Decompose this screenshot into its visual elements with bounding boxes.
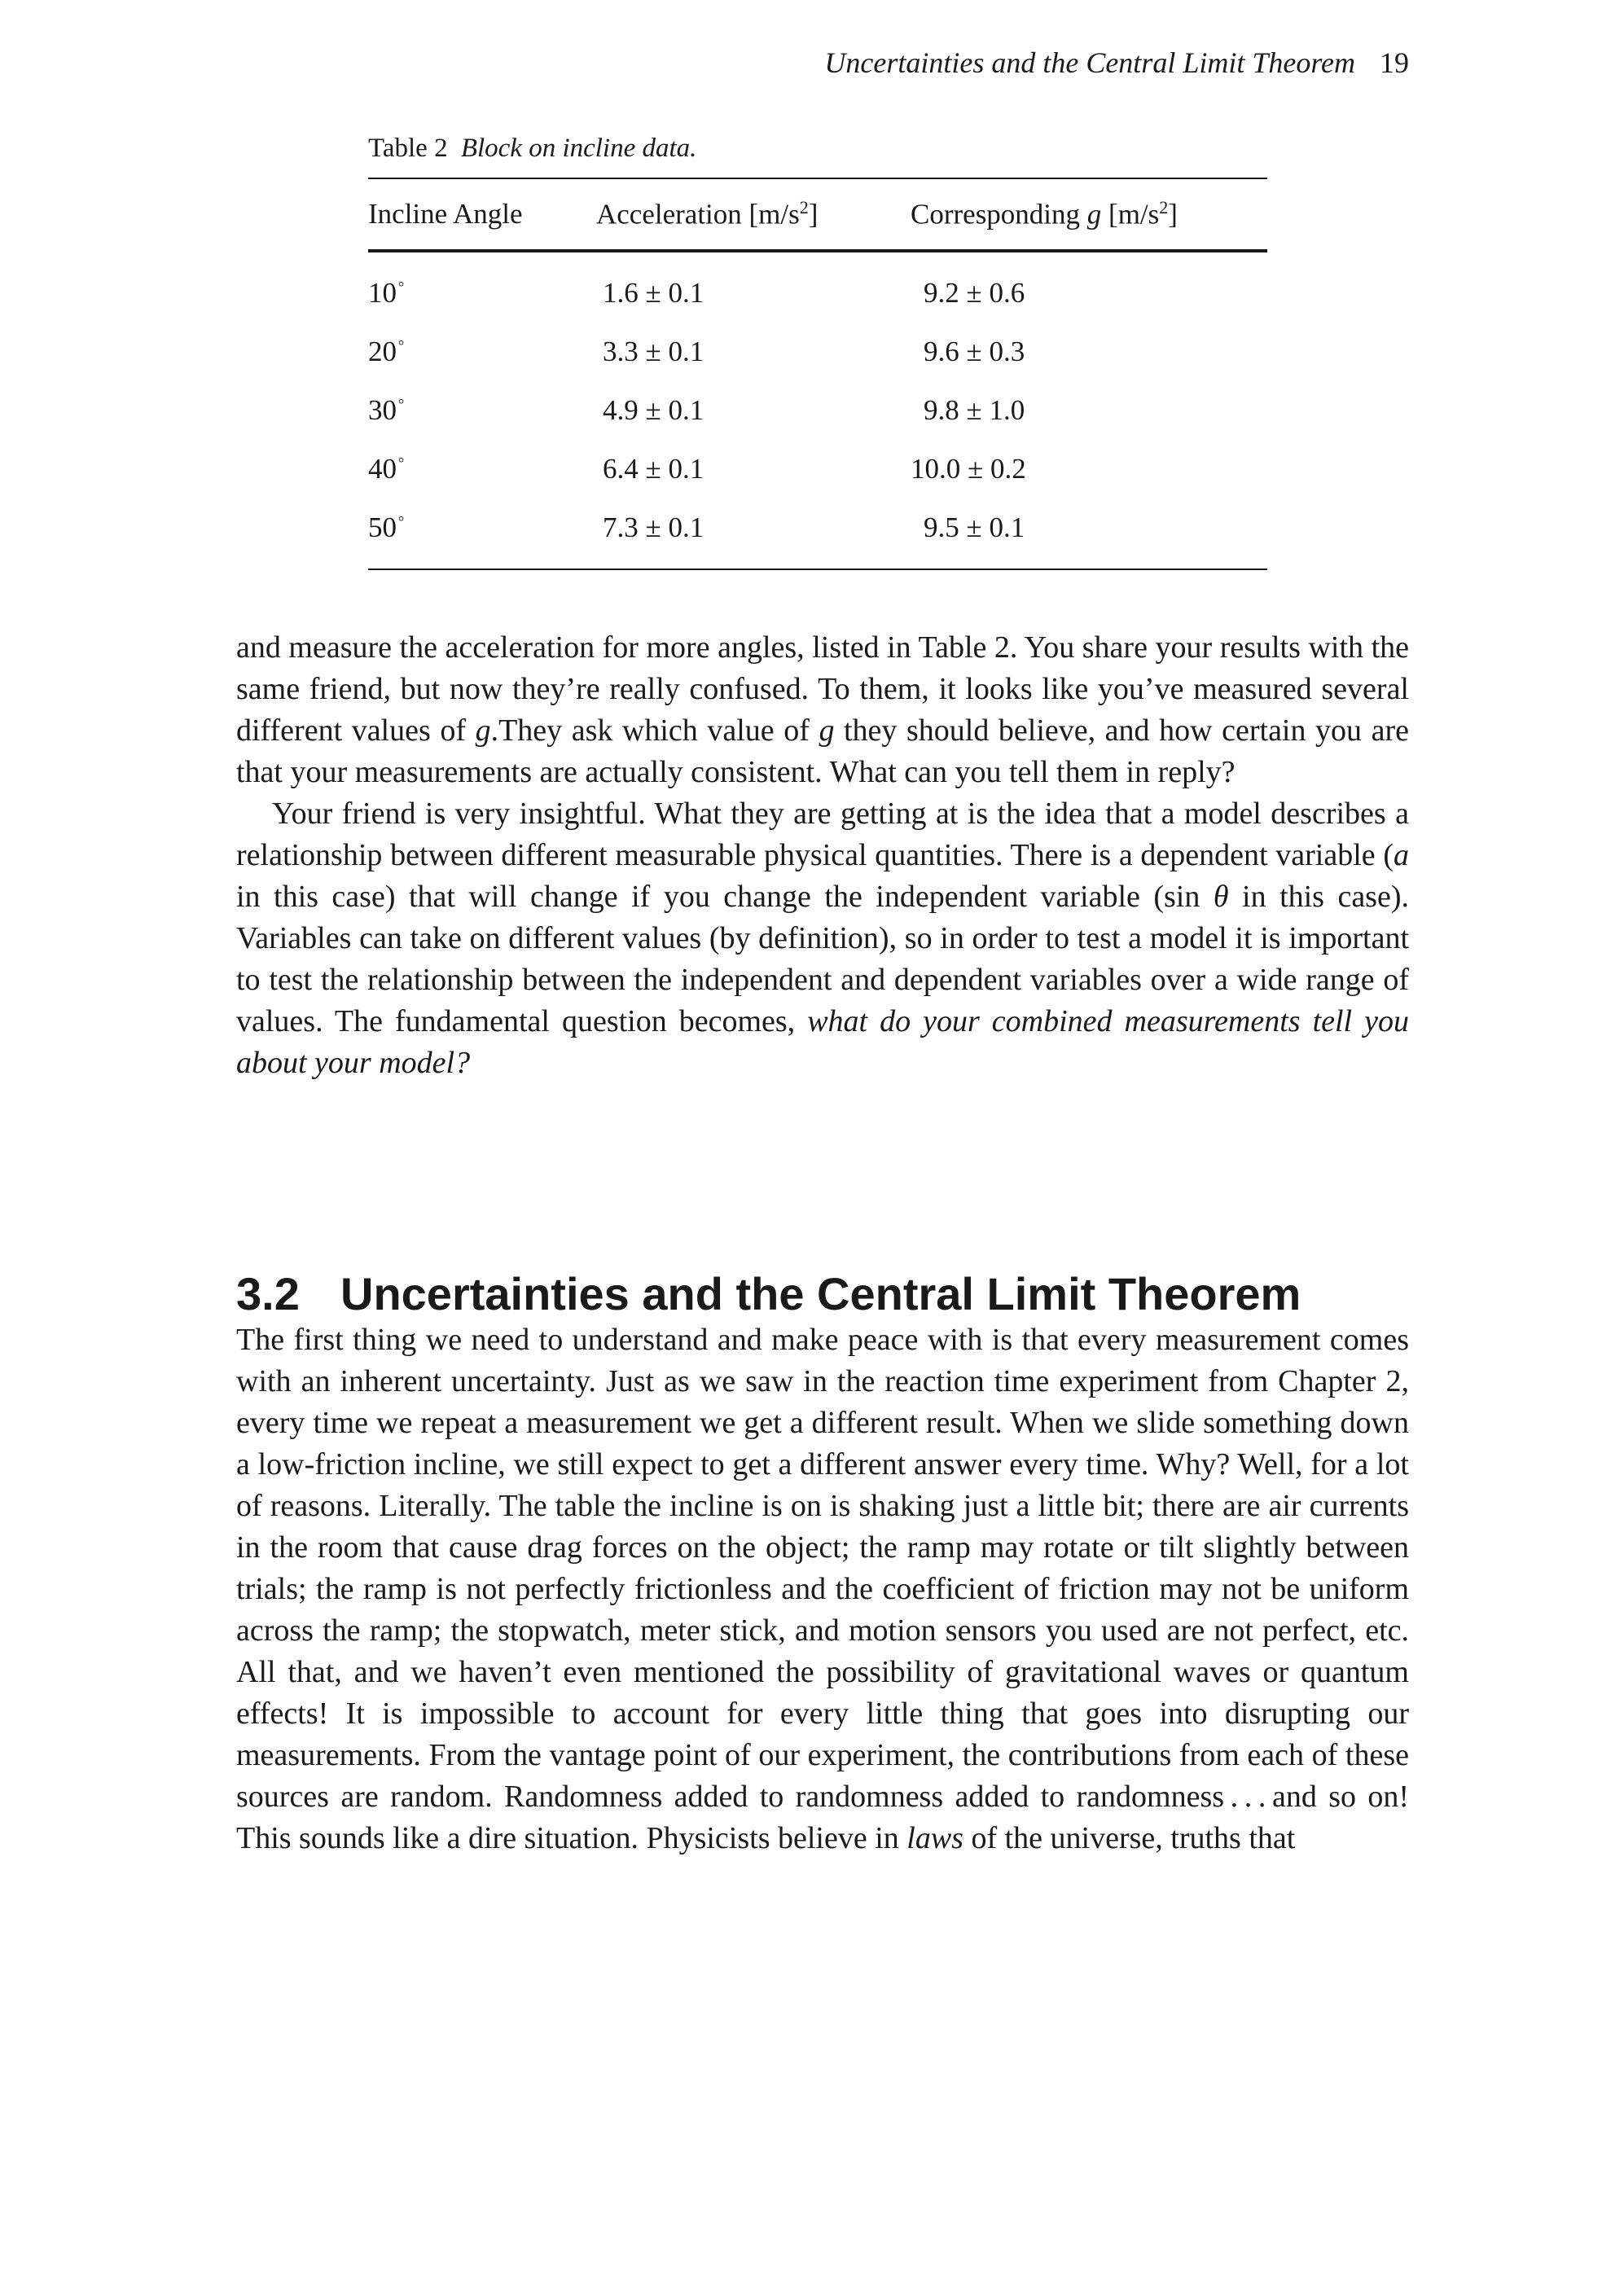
cell-acceleration bbox=[596, 440, 911, 498]
paragraph-3-part-b: of the universe, truths that bbox=[963, 1821, 1296, 1855]
cell-acceleration bbox=[596, 498, 911, 569]
header-corresponding-g bbox=[911, 178, 1267, 251]
cell-g bbox=[911, 440, 1267, 498]
header-acceleration-suffix: ] bbox=[808, 198, 819, 230]
angle-value: 50 bbox=[368, 511, 397, 543]
header-acceleration bbox=[596, 178, 911, 251]
cell-angle bbox=[368, 440, 596, 498]
paragraph-2-part-c: in this case). Variables can take on different values (by definition), so in order to test a model it is important to test the relationship between the independent and dependent variables over a wide range of values. The fundamental question becomes, bbox=[236, 880, 1409, 1038]
acceleration-value: 6.4 ± 0.1 bbox=[603, 453, 704, 485]
cell-angle bbox=[368, 498, 596, 569]
section-number: 3.2 bbox=[236, 1268, 300, 1320]
acceleration-value: 1.6 ± 0.1 bbox=[603, 277, 704, 309]
paragraph-2 bbox=[236, 793, 1409, 1084]
table-row bbox=[368, 251, 1267, 323]
table-caption-label: Table 2 bbox=[368, 134, 448, 163]
header-g-symbol: g bbox=[1086, 198, 1102, 230]
degree-mark: ° bbox=[398, 337, 405, 354]
header-incline-angle: Incline Angle bbox=[368, 178, 596, 251]
cell-angle bbox=[368, 251, 596, 323]
g-value: 10.0 ± 0.2 bbox=[911, 453, 1026, 485]
header-g-sup: 2 bbox=[1159, 197, 1169, 218]
cell-g bbox=[911, 381, 1267, 440]
paragraph-1-part-a: and measure the acceleration for more angles, listed in Table 2. You share your results with the same friend, but now they’re really confused. To them, it looks like you’ve measured several different values of bbox=[236, 630, 1409, 748]
paragraph-1-g-1: g bbox=[475, 713, 491, 748]
table-row bbox=[368, 498, 1267, 569]
table-row bbox=[368, 381, 1267, 440]
header-acceleration-prefix: Acceleration [m/s bbox=[596, 198, 800, 230]
paragraph-3-laws: laws bbox=[906, 1821, 963, 1855]
header-acceleration-sup: 2 bbox=[799, 197, 809, 218]
g-value: 9.6 ± 0.3 bbox=[924, 336, 1025, 367]
table-caption-text: Block on incline data. bbox=[460, 134, 697, 163]
g-value: 9.5 ± 0.1 bbox=[924, 511, 1025, 543]
cell-angle bbox=[368, 323, 596, 381]
paragraph-2-part-b: in this case) that will change if you change the independent variable (sin bbox=[236, 880, 1214, 914]
paragraph-2-var-a: a bbox=[1394, 838, 1409, 872]
table-row bbox=[368, 440, 1267, 498]
acceleration-value: 4.9 ± 0.1 bbox=[603, 394, 704, 426]
header-g-unit-prefix: [m/s bbox=[1101, 198, 1160, 230]
degree-mark: ° bbox=[398, 513, 405, 530]
angle-value: 20 bbox=[368, 336, 397, 367]
acceleration-value: 7.3 ± 0.1 bbox=[603, 511, 704, 543]
cell-g bbox=[911, 323, 1267, 381]
cell-g bbox=[911, 251, 1267, 323]
body-text-upper bbox=[236, 627, 1409, 1084]
cell-acceleration bbox=[596, 251, 911, 323]
degree-mark: ° bbox=[398, 279, 405, 296]
acceleration-value: 3.3 ± 0.1 bbox=[603, 336, 704, 367]
section-heading bbox=[236, 1266, 1409, 1323]
cell-acceleration bbox=[596, 381, 911, 440]
degree-mark: ° bbox=[398, 396, 405, 413]
header-g-prefix: Corresponding bbox=[911, 198, 1087, 230]
cell-angle bbox=[368, 381, 596, 440]
table-caption bbox=[368, 130, 696, 166]
section-title: Uncertainties and the Central Limit Theorem bbox=[340, 1268, 1301, 1320]
angle-value: 10 bbox=[368, 277, 397, 309]
paragraph-2-part-a: Your friend is very insightful. What they are getting at is the idea that a model describes a relationship between different measurable physical quantities. There is a dependent variable ( bbox=[236, 797, 1409, 872]
paragraph-3-part-a: The first thing we need to understand and make peace with is that every measurement comes with an inherent uncertainty. Just as we saw in the reaction time experiment from Chapter 2, every time we repeat a measurement we get a different result. When we slide something down a low-friction incline, we still expect to get a different answer every time. Why? Well, for a lot of reasons. Literally. The table the incline is on is shaking just a little bit; there are air currents in the room that cause drag forces on the object; the ramp may rotate or tilt slightly between trials; the ramp is not perfectly frictionless and the coefficient of friction may not be uniform across the ramp; the stopwatch, meter stick, and motion sensors you used are not perfect, etc. All that, and we haven’t even mentioned the possibility of gravitational waves or quantum effects! It is impossible to account for every little thing that goes into disrupting our measurements. From the vantage point of our experiment, the contributions from each of these sources are random. Randomness added to randomness added to randomness . . . and so on! This sounds like a dire situation. Physicists believe in bbox=[236, 1323, 1409, 1855]
paragraph-1 bbox=[236, 627, 1409, 793]
paragraph-2-var-theta: θ bbox=[1213, 880, 1229, 914]
paragraph-3 bbox=[236, 1319, 1409, 1859]
g-value: 9.2 ± 0.6 bbox=[924, 277, 1025, 309]
page-number: 19 bbox=[1380, 46, 1409, 79]
running-head-title: Uncertainties and the Central Limit Theorem bbox=[824, 46, 1355, 79]
running-head bbox=[236, 42, 1409, 83]
block-on-incline-table bbox=[368, 178, 1267, 570]
header-g-suffix: ] bbox=[1168, 198, 1178, 230]
g-value: 9.8 ± 1.0 bbox=[924, 394, 1025, 426]
body-text-lower bbox=[236, 1319, 1409, 1859]
angle-value: 30 bbox=[368, 394, 397, 426]
paragraph-1-g-2: g bbox=[819, 713, 835, 748]
paragraph-2-emphasis: what do your combined measurements tell you about your model? bbox=[236, 1004, 1409, 1080]
paragraph-1-part-c: they should believe, and how certain you are that your measurements are actually consistent. What can you tell them in reply? bbox=[236, 713, 1410, 789]
angle-value: 40 bbox=[368, 453, 397, 485]
degree-mark: ° bbox=[398, 454, 405, 472]
cell-acceleration bbox=[596, 323, 911, 381]
table-row bbox=[368, 323, 1267, 381]
cell-g bbox=[911, 498, 1267, 569]
table-header-row bbox=[368, 178, 1267, 251]
paragraph-1-part-b: .They ask which value of bbox=[490, 713, 819, 748]
